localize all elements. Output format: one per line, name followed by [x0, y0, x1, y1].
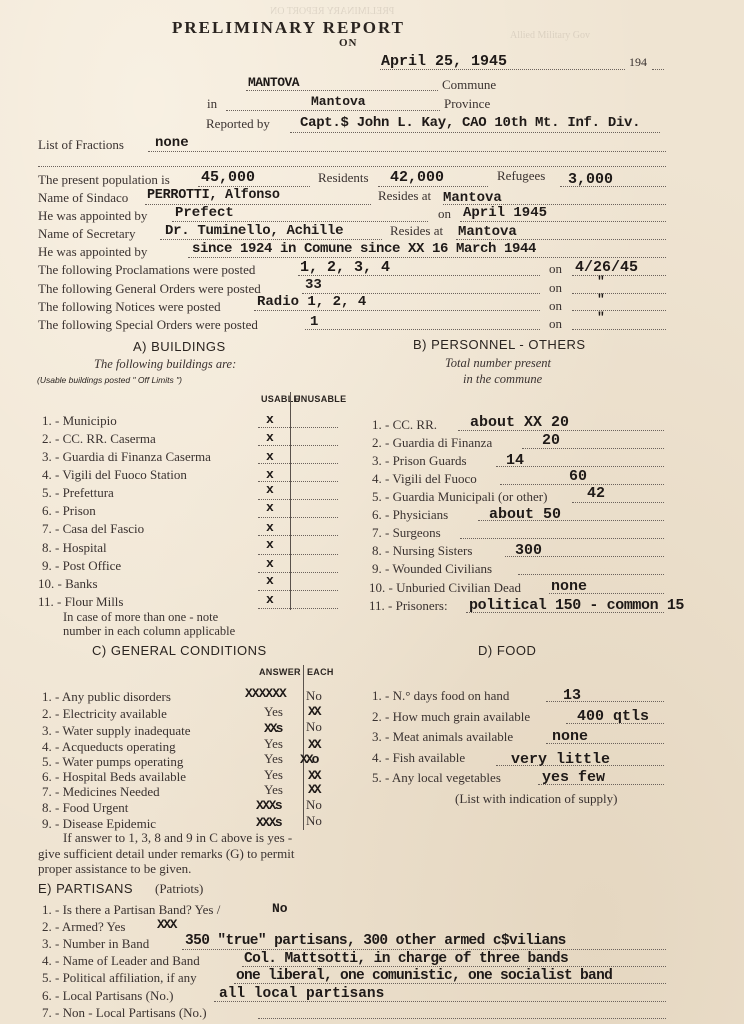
- partisan-item: 3. - Number in Band: [42, 936, 150, 951]
- food-line: [538, 784, 664, 785]
- food-item: 3. - Meat animals available: [372, 729, 514, 744]
- buildings-column-divider: [290, 392, 291, 610]
- condition-each: No: [306, 813, 322, 828]
- buildings-note: (Usable buildings posted " Off Limits "): [37, 375, 182, 385]
- personnel-line: [500, 484, 664, 485]
- buildings-footnote: number in each column applicable: [63, 624, 236, 638]
- building-item: 6. - Prison: [42, 503, 96, 518]
- usable-mark: x: [266, 500, 274, 515]
- condition-item: 6. - Hospital Beds available: [42, 769, 187, 784]
- personnel-heading: B) PERSONNEL - OTHERS: [413, 337, 586, 352]
- building-line: [258, 463, 338, 464]
- secretary-value: Dr. Tuminello, Achille: [165, 223, 344, 239]
- col-answer-header: ANSWER: [259, 667, 301, 677]
- food-line: [546, 701, 664, 702]
- condition-answer: Yes: [264, 782, 283, 797]
- posting-label: The following General Orders were posted: [38, 281, 261, 296]
- posting-on-label: on: [549, 298, 562, 313]
- report-date: April 25, 1945: [381, 53, 508, 70]
- sindaco-resides-label: Resides at: [378, 188, 432, 203]
- personnel-value: none: [551, 578, 588, 595]
- partisan-item: 5. - Political affiliation, if any: [42, 970, 197, 985]
- personnel-item: 9. - Wounded Civilians: [372, 561, 493, 576]
- condition-each: XXo: [300, 752, 318, 767]
- buildings-footnote: In case of more than one - note: [63, 610, 219, 624]
- personnel-item: 11. - Prisoners:: [369, 598, 448, 613]
- sindaco-label: Name of Sindaco: [38, 190, 129, 205]
- condition-answer: Yes: [264, 751, 283, 766]
- report-title-on: ON: [339, 37, 358, 49]
- condition-each: XX: [308, 704, 320, 719]
- date-line: [380, 69, 625, 70]
- personnel-line: [549, 593, 664, 594]
- in-label: in: [207, 96, 218, 111]
- partisan-value: all local partisans: [219, 986, 385, 1002]
- conditions-column-divider: [303, 665, 304, 830]
- personnel-sub1: Total number present: [445, 356, 552, 370]
- posting-on-label: on: [549, 280, 562, 295]
- usable-mark: x: [266, 592, 274, 607]
- personnel-value: about 50: [489, 506, 562, 523]
- partisan-line: [242, 966, 666, 967]
- usable-mark: x: [266, 537, 274, 552]
- secretary-resides-value: Mantova: [458, 224, 517, 240]
- personnel-line: [522, 448, 664, 449]
- bleed-through-text: PRELIMINARY REPORT ON: [270, 6, 395, 17]
- secretary-appointed-value: since 1924 in Comune since XX 16 March 1944: [192, 241, 537, 257]
- food-line: [496, 765, 664, 766]
- building-item: 10. - Banks: [38, 576, 98, 591]
- building-item: 3. - Guardia di Finanza Caserma: [42, 449, 211, 464]
- condition-answer: XXXXXX: [245, 686, 286, 701]
- building-item: 2. - CC. RR. Caserma: [42, 431, 156, 446]
- food-value: very little: [511, 751, 611, 768]
- population-line: [198, 186, 310, 187]
- personnel-line: [466, 612, 664, 613]
- secretary-appointed-label: He was appointed by: [38, 244, 148, 259]
- food-item: 5. - Any local vegetables: [372, 770, 501, 785]
- posting-on-line: [572, 275, 666, 276]
- personnel-item: 10. - Unburied Civilian Dead: [369, 580, 521, 595]
- sindaco-value: PERROTTI, Alfonso: [147, 188, 280, 203]
- condition-each: No: [306, 688, 322, 703]
- building-line: [258, 554, 338, 555]
- usable-mark: x: [266, 482, 274, 497]
- province-value: Mantova: [311, 94, 366, 109]
- conditions-note: give sufficient detail under remarks (G) to permit: [38, 846, 295, 861]
- food-item: 2. - How much grain available: [372, 709, 531, 724]
- posting-value: 1: [310, 314, 319, 330]
- secretary-line: [160, 239, 382, 240]
- condition-item: 3. - Water supply inadequate: [42, 723, 191, 738]
- posting-line: [305, 329, 540, 330]
- personnel-item: 2. - Guardia di Finanza: [372, 435, 493, 450]
- partisans-heading: E) PARTISANS: [38, 881, 134, 896]
- partisan-item: 6. - Local Partisans (No.): [42, 988, 174, 1003]
- refugees-value: 3,000: [568, 171, 614, 188]
- usable-mark: x: [266, 412, 274, 427]
- partisan-item: 1. - Is there a Partisan Band? Yes /: [42, 902, 221, 917]
- commune-label: Commune: [442, 77, 497, 92]
- building-line: [258, 608, 338, 609]
- personnel-item: 8. - Nursing Sisters: [372, 543, 473, 558]
- bleed-through-text: Allied Military Gov: [510, 30, 590, 41]
- report-title: PRELIMINARY REPORT: [172, 18, 405, 37]
- reported-by-value: Capt.$ John L. Kay, CAO 10th Mt. Inf. Div.: [300, 115, 641, 131]
- personnel-line: [496, 466, 664, 467]
- condition-answer: Yes: [264, 704, 283, 719]
- residents-label: Residents: [318, 170, 369, 185]
- food-heading: D) FOOD: [478, 643, 537, 658]
- personnel-value: 42: [587, 485, 606, 502]
- posting-on-value: ": [597, 310, 605, 325]
- partisan-value: Col. Mattsotti, in charge of three bands: [244, 951, 569, 967]
- commune-value: MANTOVA: [248, 75, 300, 90]
- posting-on-value: ": [597, 292, 605, 307]
- posting-label: The following Special Orders were posted: [38, 317, 258, 332]
- sindaco-appointed-label: He was appointed by: [38, 208, 148, 223]
- personnel-line: [460, 538, 664, 539]
- personnel-item: 6. - Physicians: [372, 507, 449, 522]
- personnel-value: 14: [506, 452, 525, 469]
- partisan-value: one liberal, one comunistic, one socialist band: [236, 968, 613, 984]
- personnel-value: 300: [515, 542, 543, 559]
- personnel-item: 4. - Vigili del Fuoco: [372, 471, 477, 486]
- building-item: 4. - Vigili del Fuoco Station: [42, 467, 187, 482]
- year-line: [652, 69, 664, 70]
- fractions-line-2: [38, 166, 666, 167]
- residents-value: 42,000: [390, 169, 445, 186]
- posting-on-value: 4/26/45: [575, 259, 639, 276]
- usable-mark: x: [266, 430, 274, 445]
- food-line: [566, 723, 664, 724]
- secretary-label: Name of Secretary: [38, 226, 136, 241]
- condition-each: XX: [308, 782, 320, 797]
- col-usable-header: USABLE: [261, 394, 300, 404]
- condition-answer: Yes: [264, 736, 283, 751]
- building-item: 8. - Hospital: [42, 540, 107, 555]
- personnel-line: [478, 520, 664, 521]
- personnel-item: 5. - Guardia Municipali (or other): [372, 489, 548, 504]
- posting-on-label: on: [549, 261, 562, 276]
- fractions-value: none: [155, 135, 189, 151]
- reported-by-line: [290, 132, 660, 133]
- posting-on-line: [572, 293, 666, 294]
- posting-on-line: [572, 329, 666, 330]
- usable-mark: x: [266, 556, 274, 571]
- posting-on-label: on: [549, 316, 562, 331]
- partisan-line: [234, 983, 666, 984]
- food-item: 1. - N.° days food on hand: [372, 688, 510, 703]
- food-value: yes few: [542, 769, 606, 786]
- fractions-line: [148, 151, 666, 152]
- partisan-line: [214, 1001, 666, 1002]
- partisan-value: 350 "true" partisans, 300 other armed c$vilians: [185, 933, 566, 949]
- condition-answer: XXXs: [256, 815, 282, 830]
- conditions-heading: C) GENERAL CONDITIONS: [92, 643, 267, 658]
- condition-answer: Yes: [264, 767, 283, 782]
- building-line: [258, 445, 338, 446]
- secretary-appointed-line: [188, 257, 666, 258]
- reported-by-label: Reported by: [206, 116, 270, 131]
- personnel-value: political 150 - common 15: [469, 597, 685, 614]
- province-line: [226, 110, 440, 111]
- food-item: 4. - Fish available: [372, 750, 466, 765]
- province-label: Province: [444, 96, 491, 111]
- condition-each: XX: [308, 737, 320, 752]
- personnel-item: 3. - Prison Guards: [372, 453, 467, 468]
- partisan-line: [182, 949, 666, 950]
- building-line: [258, 590, 338, 591]
- conditions-note: If answer to 1, 3, 8 and 9 in C above is yes -: [63, 830, 293, 845]
- condition-item: 9. - Disease Epidemic: [42, 816, 157, 831]
- personnel-line: [518, 574, 664, 575]
- condition-each: XX: [308, 768, 320, 783]
- population-label: The present population is: [38, 172, 170, 187]
- refugees-line: [560, 186, 666, 187]
- posting-label: The following Notices were posted: [38, 299, 221, 314]
- partisan-value: No: [272, 901, 288, 916]
- condition-answer: XXs: [264, 721, 282, 736]
- food-value: 13: [563, 687, 582, 704]
- buildings-subheading: The following buildings are:: [94, 357, 237, 371]
- posting-value: 1, 2, 3, 4: [300, 259, 391, 276]
- posting-label: The following Proclamations were posted: [38, 262, 256, 277]
- fractions-label: List of Fractions: [38, 137, 124, 152]
- building-item: 11. - Flour Mills: [38, 594, 124, 609]
- residents-line: [378, 186, 488, 187]
- condition-item: 7. - Medicines Needed: [42, 784, 160, 799]
- food-value: 400 qtls: [577, 708, 650, 725]
- personnel-item: 7. - Surgeons: [372, 525, 441, 540]
- sindaco-resides-value: Mantova: [443, 190, 502, 206]
- usable-mark: x: [266, 467, 274, 482]
- condition-item: 2. - Electricity available: [42, 706, 167, 721]
- building-line: [258, 535, 338, 536]
- sindaco-on-line: [460, 221, 666, 222]
- personnel-item: 1. - CC. RR.: [372, 417, 438, 432]
- posting-line: [298, 275, 540, 276]
- condition-item: 4. - Acqueducts operating: [42, 739, 176, 754]
- building-item: 9. - Post Office: [42, 558, 122, 573]
- sindaco-on-value: April 1945: [463, 205, 548, 221]
- sindaco-on-label: on: [438, 206, 451, 221]
- personnel-line: [572, 502, 664, 503]
- posting-value: 33: [305, 277, 322, 293]
- condition-item: 8. - Food Urgent: [42, 800, 129, 815]
- building-item: 1. - Municipio: [42, 413, 117, 428]
- personnel-sub2: in the commune: [463, 372, 543, 386]
- building-line: [258, 427, 338, 428]
- usable-mark: x: [266, 449, 274, 464]
- population-value: 45,000: [201, 169, 256, 186]
- col-unusable-header: UNUSABLE: [294, 394, 347, 404]
- personnel-line: [505, 556, 664, 557]
- partisan-item: 4. - Name of Leader and Band: [42, 953, 200, 968]
- secretary-resides-line: [456, 239, 666, 240]
- building-line: [258, 517, 338, 518]
- sindaco-appointed-value: Prefect: [175, 205, 234, 221]
- food-value: none: [552, 728, 589, 745]
- partisan-value: XXX: [157, 917, 176, 932]
- partisan-item: 2. - Armed? Yes: [42, 919, 126, 934]
- food-supply-note: (List with indication of supply): [455, 791, 618, 806]
- building-item: 7. - Casa del Fascio: [42, 521, 145, 536]
- personnel-value: 60: [569, 468, 588, 485]
- condition-item: 5. - Water pumps operating: [42, 754, 184, 769]
- personnel-line: [458, 430, 664, 431]
- usable-mark: x: [266, 573, 274, 588]
- col-each-header: EACH: [307, 667, 334, 677]
- partisans-heading-sub: (Patriots): [155, 881, 204, 896]
- building-item: 5. - Prefettura: [42, 485, 114, 500]
- condition-answer: XXXs: [256, 798, 282, 813]
- partisan-line: [258, 1018, 666, 1019]
- posting-on-value: ": [597, 274, 605, 289]
- condition-item: 1. - Any public disorders: [42, 689, 171, 704]
- condition-each: No: [306, 719, 322, 734]
- condition-each: No: [306, 797, 322, 812]
- conditions-note: proper assistance to be given.: [38, 861, 192, 876]
- refugees-label: Refugees: [497, 168, 546, 183]
- posting-line: [254, 310, 540, 311]
- personnel-value: 20: [542, 432, 561, 449]
- partisan-item: 7. - Non - Local Partisans (No.): [42, 1005, 207, 1020]
- sindaco-appointed-line: [172, 221, 428, 222]
- buildings-heading: A) BUILDINGS: [133, 339, 226, 354]
- commune-line: [246, 90, 438, 91]
- posting-on-line: [572, 310, 666, 311]
- year-label: 194: [629, 55, 647, 69]
- usable-mark: x: [266, 520, 274, 535]
- posting-value: Radio 1, 2, 4: [257, 294, 367, 310]
- secretary-resides-label: Resides at: [390, 223, 444, 238]
- food-line: [546, 743, 664, 744]
- personnel-value: about XX 20: [470, 414, 570, 431]
